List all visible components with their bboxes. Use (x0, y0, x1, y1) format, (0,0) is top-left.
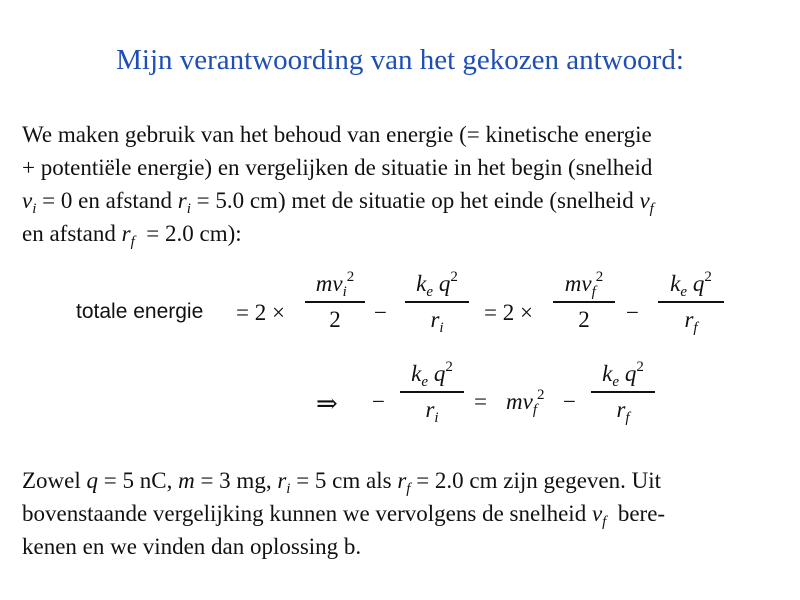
intro-line-2: + potentiële energie) en vergelijken de situatie in het begin (snelheid (22, 155, 653, 180)
minus-sign-4: − (563, 389, 576, 414)
conclusion-line-2: bovenstaande vergelijking kunnen we vervolgens de snelheid $v_f$ bere- (22, 501, 666, 530)
fraction-potential-final: $k_e$ $q^2$ $r_f$ (658, 270, 724, 334)
kinetic-term: $mv_f^2$ (506, 387, 545, 418)
equation-label: totale energie (76, 300, 204, 323)
fraction-kinetic-final: $mv_f^2$ 2 (553, 270, 615, 334)
minus-sign-1: − (374, 300, 387, 325)
conclusion-line-3: kenen en we vinden dan oplossing b. (22, 534, 362, 559)
equals-sign-1: = 2 × (236, 300, 285, 325)
intro-line-3: $v_i = 0$ en afstand $r_i = 5.0$ cm) met de situatie op het einde (snelheid $v_f$ (22, 188, 654, 217)
implies-arrow-icon: ⇒ (316, 389, 338, 418)
conclusion-paragraph (22, 464, 782, 563)
fraction-kinetic-initial: $mv_i^2$ 2 (305, 270, 365, 334)
intro-line-4: en afstand $r_f = 2.0$ cm): (22, 221, 242, 250)
fraction-potential-initial: $k_e$ $q^2$ $r_i$ (405, 270, 469, 334)
minus-sign-3: − (372, 389, 385, 414)
fraction-potential-final-2: $k_e$ $q^2$ $r_f$ (591, 360, 655, 424)
conclusion-line-1: Zowel q = 5 nC, m = 3 mg, $r_i = 5$ cm als $r_f = 2.0$ cm zijn gegeven. Uit (22, 468, 662, 497)
minus-sign-2: − (626, 300, 639, 325)
equals-sign-2: = 2 × (484, 300, 533, 325)
equals-sign-3: = (474, 389, 487, 414)
slide-title: Mijn verantwoording van het gekozen antwoord: (116, 44, 684, 76)
intro-line-1: We maken gebruik van het behoud van energie (= kinetische energie (22, 122, 652, 147)
intro-paragraph (22, 118, 782, 250)
fraction-potential-initial-2: $k_e$ $q^2$ $r_i$ (400, 360, 464, 424)
